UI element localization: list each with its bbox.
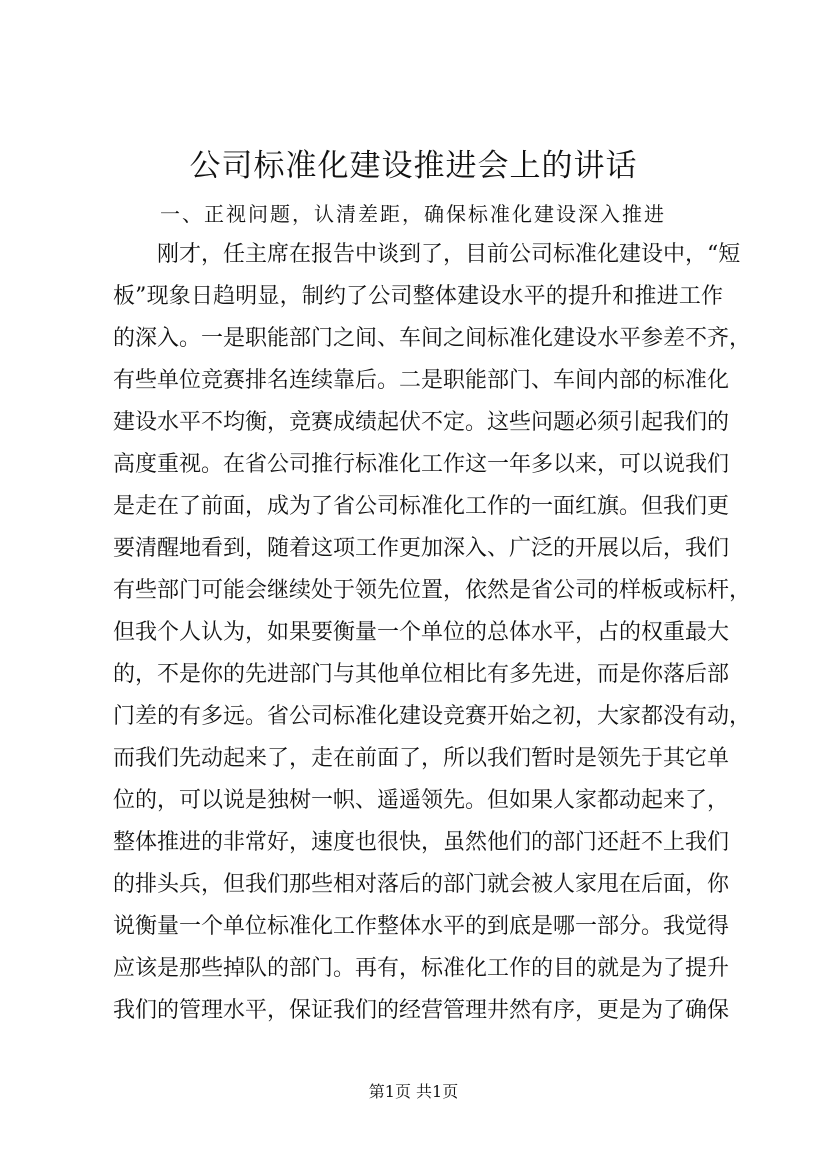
body-line: 而我们先动起来了，走在前面了，所以我们暂时是领先于其它单 — [113, 746, 730, 771]
body-line: 的深入。一是职能部门之间、车间之间标准化建设水平参差不齐， — [113, 326, 752, 351]
body-line: 整体推进的非常好，速度也很快，虽然他们的部门还赶不上我们 — [113, 830, 730, 855]
document-title: 公司标准化建设推进会上的讲话 — [189, 148, 638, 184]
page-footer: 第1页 共1页 — [368, 1082, 459, 1101]
body-line: 有些部门可能会继续处于领先位置，依然是省公司的样板或标杆， — [113, 578, 752, 603]
body-line: 是走在了前面，成为了省公司标准化工作的一面红旗。但我们更 — [113, 494, 730, 519]
body-line: 高度重视。在省公司推行标准化工作这一年多以来，可以说我们 — [113, 452, 730, 477]
body-line: 位的，可以说是独树一帜、遥遥领先。但如果人家都动起来了， — [113, 788, 730, 813]
body-line: 的排头兵，但我们那些相对落后的部门就会被人家甩在后面，你 — [113, 872, 730, 897]
body-line: 要清醒地看到，随着这项工作更加深入、广泛的开展以后，我们 — [113, 536, 730, 561]
body-line: 有些单位竞赛排名连续靠后。二是职能部门、车间内部的标准化 — [113, 368, 730, 393]
body-line: 刚才，任主席在报告中谈到了，目前公司标准化建设中，“短 — [157, 242, 741, 267]
body-line: 应该是那些掉队的部门。再有，标准化工作的目的就是为了提升 — [113, 956, 730, 981]
body-line: 门差的有多远。省公司标准化建设竞赛开始之初，大家都没有动， — [113, 704, 752, 729]
body-line: 的，不是你的先进部门与其他单位相比有多先进，而是你落后部 — [113, 662, 730, 687]
body-line: 我们的管理水平，保证我们的经营管理井然有序，更是为了确保 — [113, 998, 730, 1023]
body-line: 建设水平不均衡，竞赛成绩起伏不定。这些问题必须引起我们的 — [113, 410, 730, 435]
body-line: 说衡量一个单位标准化工作整体水平的到底是哪一部分。我觉得 — [113, 914, 730, 939]
body-line: 板”现象日趋明显，制约了公司整体建设水平的提升和推进工作 — [113, 284, 723, 309]
section-heading: 一、正视问题，认清差距，确保标准化建设深入推进 — [160, 202, 666, 226]
body-line: 但我个人认为，如果要衡量一个单位的总体水平，占的权重最大 — [113, 620, 730, 645]
